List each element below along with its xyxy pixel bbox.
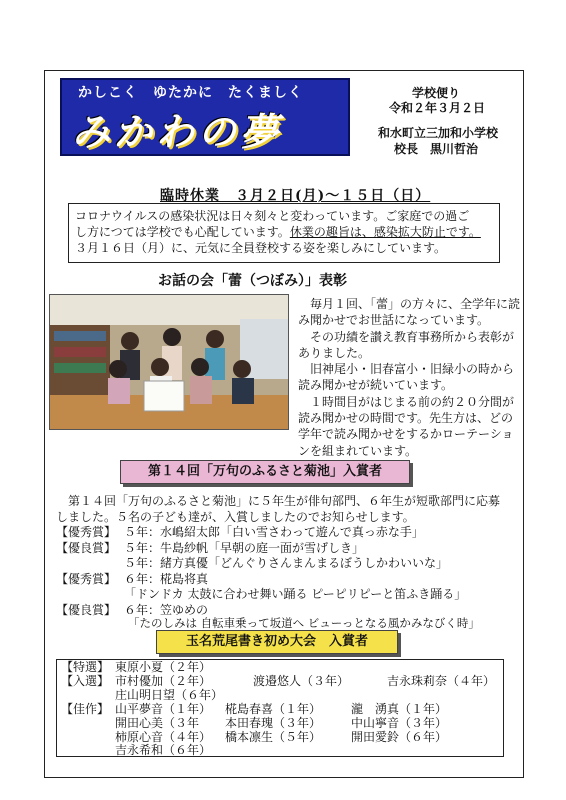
issue-date: 令和２年３月２日 [388,101,485,115]
motto: かしこく ゆたかに たくましく [78,85,303,101]
school-name: 和水町立三加和小学校 [377,126,498,140]
award-photo-image [50,295,289,430]
haiku-award-poem: 「ドンドカ 太鼓に合わせ舞い踊る ピーピリピーと笛ふき踊る」 [124,587,467,601]
newsletter-title: みかわの夢 [72,109,283,154]
winner: 渡邉悠人（３年） [253,674,350,688]
award-text: ５年：緒方真優「どんぐりさんまんまるぼうしかわいいな」 [124,556,449,570]
award-text: ６年：笠ゆめの [124,602,209,617]
winner: 市村優加（２年） [115,674,212,688]
closure-line-3: ３月１６日（月）に、元気に全員登校する姿を楽しみにしています。 [75,241,447,255]
winner: 柿原心音（４年） [115,730,212,744]
award-category: 【特選】 [61,660,110,674]
haiku-award-row [56,525,516,541]
award-photo [49,294,289,430]
haiku-intro [56,494,516,525]
closure-heading: 臨時休業 ３月２日(月)～１５日（日） [160,188,431,204]
award-category: 【佳作】 [61,702,110,716]
award-title: 【優秀賞】 [56,571,117,586]
closure-line-2a: し方につては学校でも心配しています。 [75,225,290,239]
closure-notice [68,203,500,263]
haiku-intro-line-2: しました。５名の子ども達が、入賞しましたのでお知らせします。 [56,509,415,524]
tsubomi-paragraph-2: その功績を讃え教育事務所から表彰がありました。 [298,329,515,360]
calligraphy-banner: 玉名荒尾書き初め大会 入賞者 [156,630,398,654]
tsubomi-paragraph-3: 旧神尾小・旧春富小・旧緑小の時から読み聞かせが続いています。 [298,362,515,393]
winner: 吉永希和（６年） [115,743,212,757]
closure-line-1: コロナウイルスの感染状況は日々刻々と変わっています。ご家庭での過ご [75,209,470,223]
award-title: 【優良賞】 [56,540,117,555]
award-text: ５年：水嶋紹太郎「白い雪さわって遊んで真っ赤な手」 [124,525,424,539]
haiku-intro-line-1: 第１４回「万句のふるさと菊池」に５年生が俳句部門、６年生が短歌部門に応募 [56,494,501,508]
haiku-award-row [56,541,516,557]
award-category: 【入選】 [61,674,110,688]
closure-line-2b: 休業の趣旨は、感染拡大防止です。 [289,225,481,239]
winner: 東原小夏（２年） [115,660,212,674]
tsubomi-paragraph-1: 毎月１回、「蕾」の方々に、全学年に読み聞かせでお世話になっています。 [298,297,521,328]
award-text: ５年：牛島紗帆「早朝の庭一面が雪げしき」 [124,540,365,555]
winner: 中山寧音（３年） [351,716,448,730]
winner: 椛島春喜（１年） [225,702,322,716]
winner: 本田春瑰（３年） [225,716,322,730]
haiku-award-row [56,572,516,588]
tsubomi-paragraph-4: １時間目がはじまる前の約２０分間が読み聞かせの時間です。先生方は、どの学年で読み聞かせをするかローテーションを組まれています。 [298,394,515,458]
award-title: 【優秀賞】 [56,525,117,539]
award-title: 【優良賞】 [56,602,117,617]
calligraphy-winners [56,659,504,757]
haiku-banner: 第１４回「万句のふるさと菊池」入賞者 [120,460,410,484]
haiku-award-poem: 「たのしみは 自転車乗って坂道へ ビューっとなる風かみなびく時」 [128,616,480,630]
winner: 開田愛鈴（６年） [351,730,448,744]
winner: 開田心美（３年 [115,716,200,730]
winner: 山平夢音（１年） [115,702,212,716]
winner: 橋本凛生（５年） [225,730,322,744]
haiku-award-row [56,556,516,572]
winner: 瀧 湧真（１年） [351,702,448,716]
principal-name: 校長 黒川哲治 [393,142,478,156]
closure-line-2 [75,224,493,240]
newsletter-type: 学校便り [411,86,460,100]
tsubomi-heading: お話の会「蕾（つぼみ）」表彰 [158,273,347,289]
winner: 吉永珠莉奈（４年） [387,674,496,688]
award-text: ６年：椛島将真 [124,571,209,586]
winner: 庄山明日望（６年） [115,688,224,702]
tsubomi-body [298,296,520,459]
